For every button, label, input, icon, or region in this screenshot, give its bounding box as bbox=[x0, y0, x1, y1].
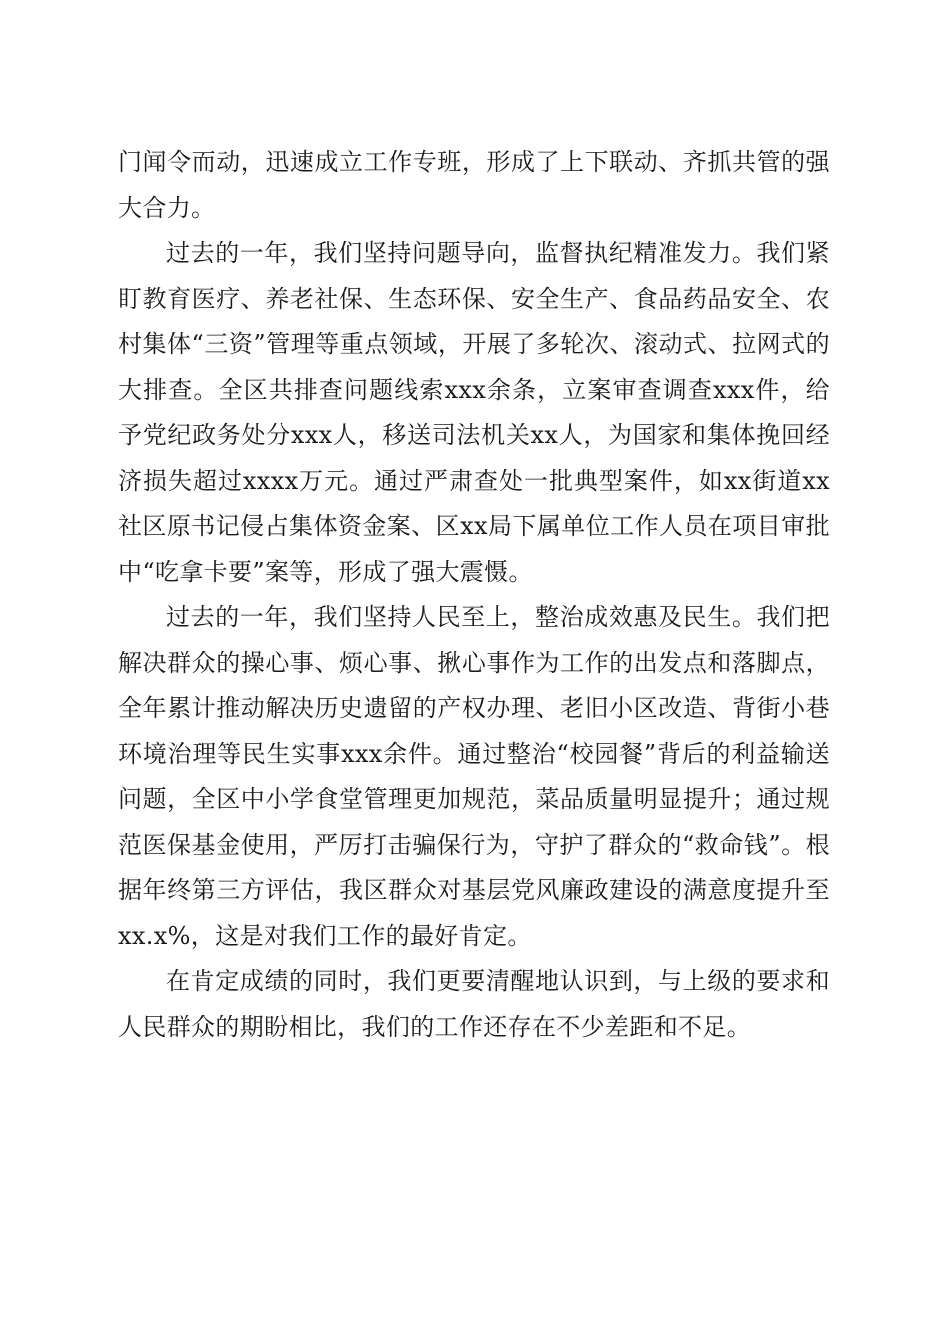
document-body bbox=[118, 140, 830, 1050]
paragraph-people-first: 过去的一年，我们坚持人民至上，整治成效惠及民生。我们把解决群众的操心事、烦心事、揪心事作为工作的出发点和落脚点，全年累计推动解决历史遗留的产权办理、老旧小区改造、背街小巷环境治理等民生实事xxx余件。通过整治“校园餐”背后的利益输送问题，全区中小学食堂管理更加规范，菜品质量明显提升；通过规范医保基金使用，严厉打击骗保行为，守护了群众的“救命钱”。根据年终第三方评估，我区群众对基层党风廉政建设的满意度提升至xx.x%，这是对我们工作的最好肯定。 bbox=[118, 603, 830, 950]
paragraph-supervision: 过去的一年，我们坚持问题导向，监督执纪精准发力。我们紧盯教育医疗、养老社保、生态环保、安全生产、食品药品安全、农村集体“三资”管理等重点领域，开展了多轮次、滚动式、拉网式的大排查。全区共排查问题线索xxx余条，立案审查调查xxx件，给予党纪政务处分xxx人，移送司法机关xx人，为国家和集体挽回经济损失超过xxxx万元。通过严肃查处一批典型案件，如xx街道xx社区原书记侵占集体资金案、区xx局下属单位工作人员在项目审批中“吃拿卡要”案等，形成了强大震慑。 bbox=[118, 239, 830, 586]
paragraph-continued: 门闻令而动，迅速成立工作专班，形成了上下联动、齐抓共管的强大合力。 bbox=[118, 148, 830, 222]
paragraph-shortcomings: 在肯定成绩的同时，我们更要清醒地认识到，与上级的要求和人民群众的期盼相比，我们的工作还存在不少差距和不足。 bbox=[118, 967, 830, 1041]
